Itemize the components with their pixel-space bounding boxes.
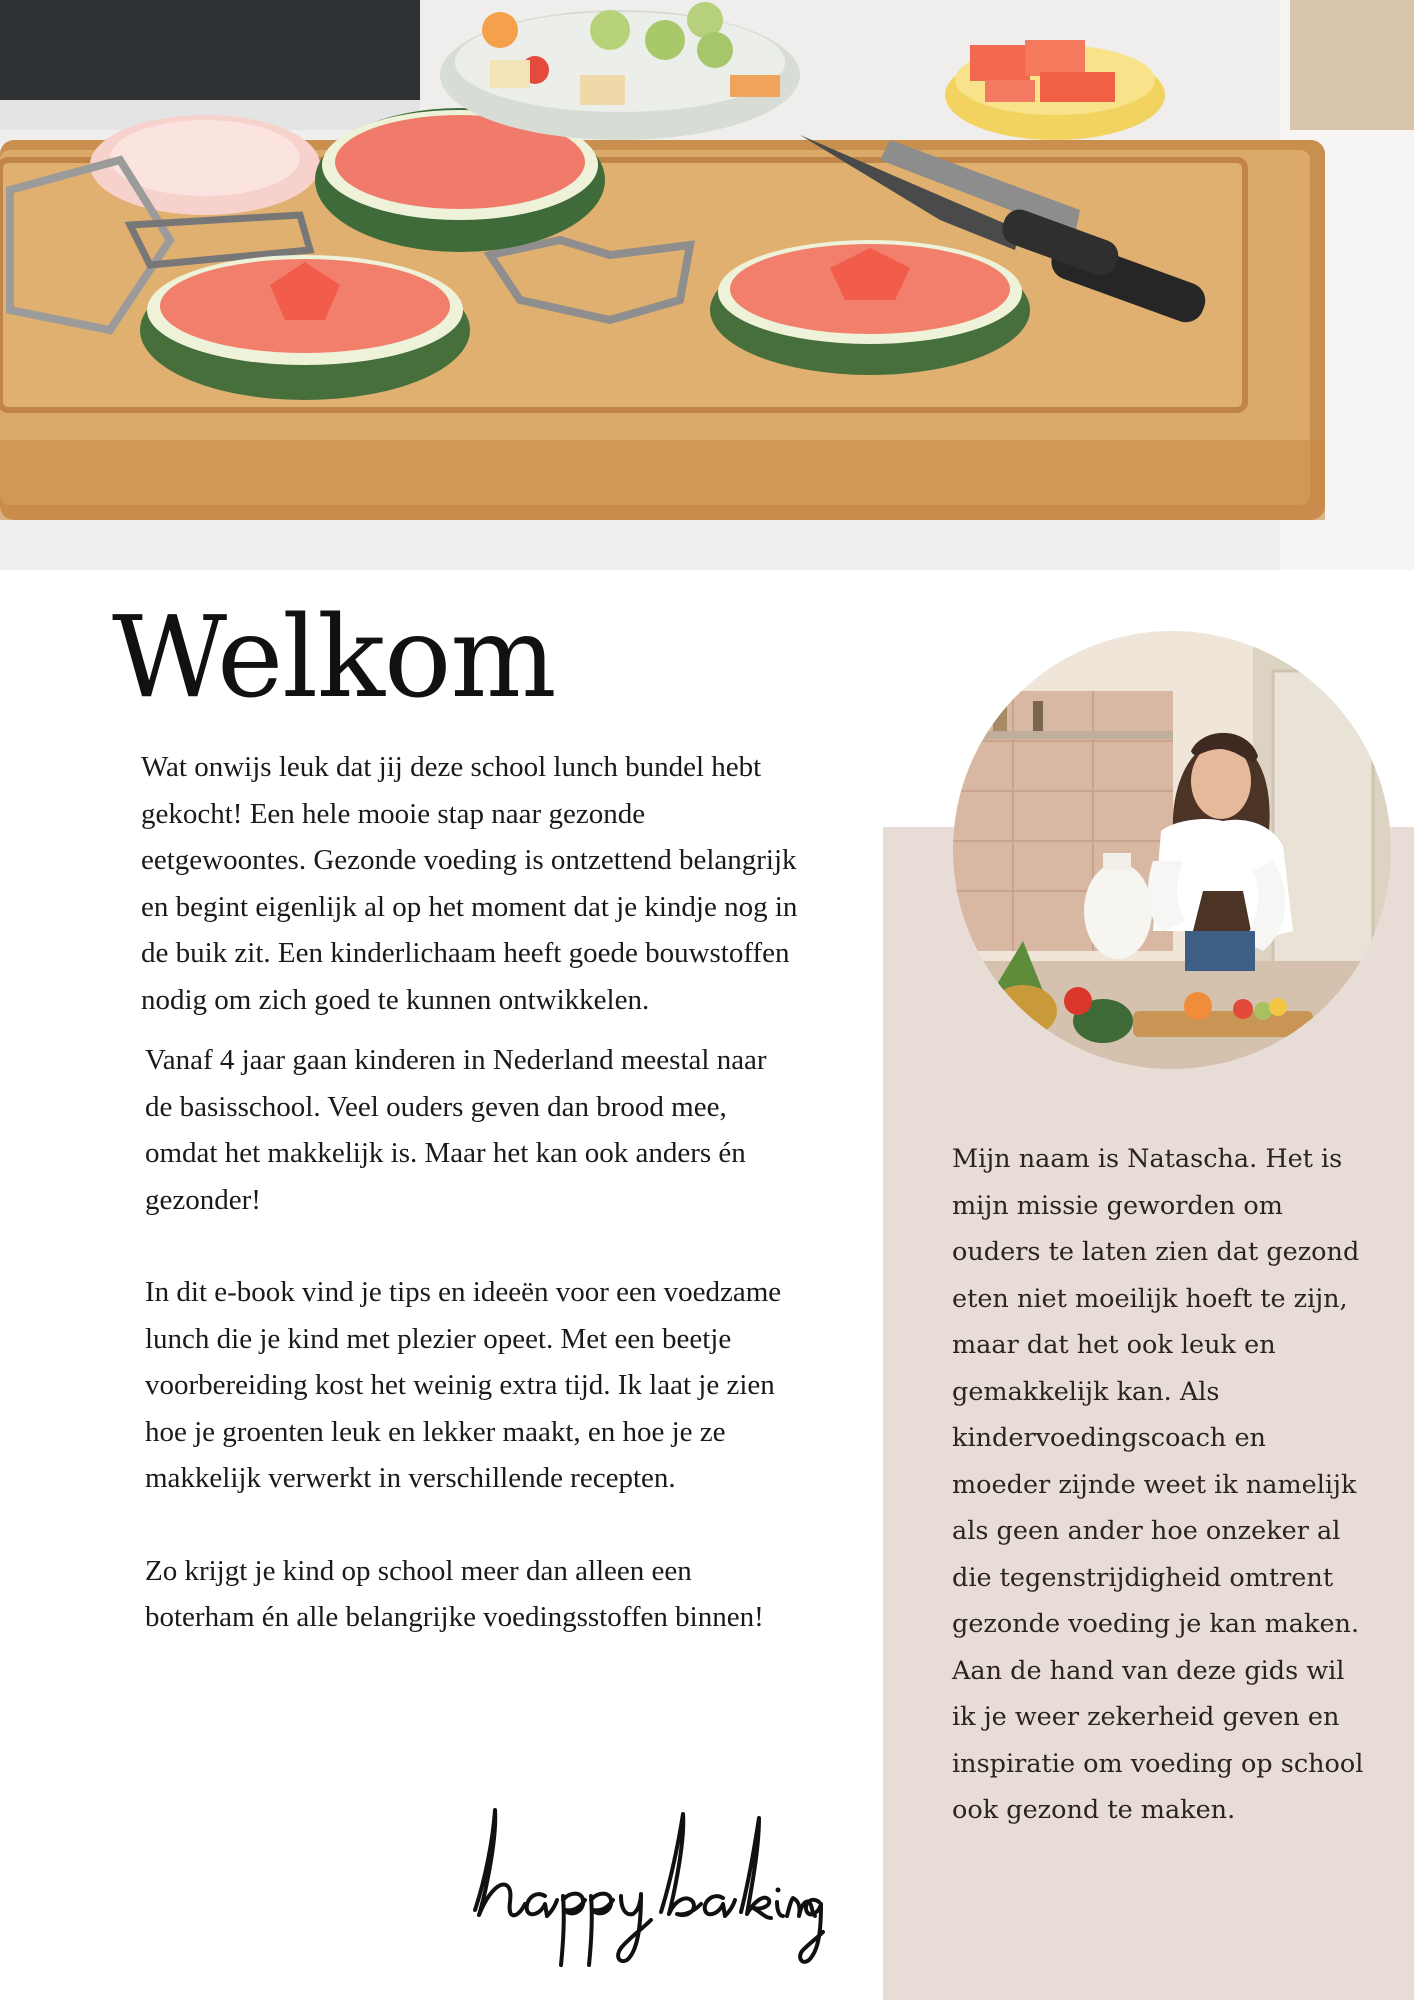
intro-paragraph: Wat onwijs leuk dat jij deze school lunch bundel hebt gekocht! Een hele mooie stap naar gezonde eetgewoontes. Gezonde voeding is ontzettend belangrijk en begint eigenlijk al op het moment dat je kindje nog in de buik zit. Een kinderlichaam heeft goede bouwstoffen nodig om zich goed te kunnen ontwikkelen. [141, 751, 798, 1016]
author-photo-illustration [953, 631, 1391, 1069]
intro-text [141, 744, 801, 1641]
intro-paragraph: Vanaf 4 jaar gaan kinderen in Nederland meestal naar de basisschool. Veel ouders geven dan brood mee, omdat het makkelijk is. Maar het kan ook anders én gezonder! [145, 1044, 767, 1216]
cutting-board-illustration [0, 0, 1414, 570]
signature-handwriting [465, 1800, 825, 1970]
about-text: Mijn naam is Natascha. Het is mijn missie geworden om ouders te laten zien dat gezond eten niet moeilijk hoeft te zijn, maar dat het ook leuk en gemakkelijk kan. Als kindervoedingscoach en moeder zijnde weet ik namelijk als geen ander hoe onzeker al die tegenstrijdigheid omtrent gezonde voeding je kan maken. Aan de hand van deze gids wil ik je weer zekerheid geven en inspiratie om voeding op school ook gezond te maken. [952, 1144, 1364, 1825]
intro-paragraph: Zo krijgt je kind op school meer dan alleen een boterham én alle belangrijke voedingsstoffen binnen! [145, 1554, 764, 1633]
page-title: Welkom [112, 593, 556, 723]
intro-paragraph: In dit e-book vind je tips en ideeën voor een voedzame lunch die je kind met plezier opeet. Met een beetje voorbereiding kost het weinig extra tijd. Ik laat je zien hoe je groenten leuk en lekker maakt, en hoe je ze makkelijk verwerkt in verschillende recepten. [145, 1276, 782, 1494]
hero-photo [0, 0, 1414, 570]
author-portrait [953, 631, 1391, 1069]
